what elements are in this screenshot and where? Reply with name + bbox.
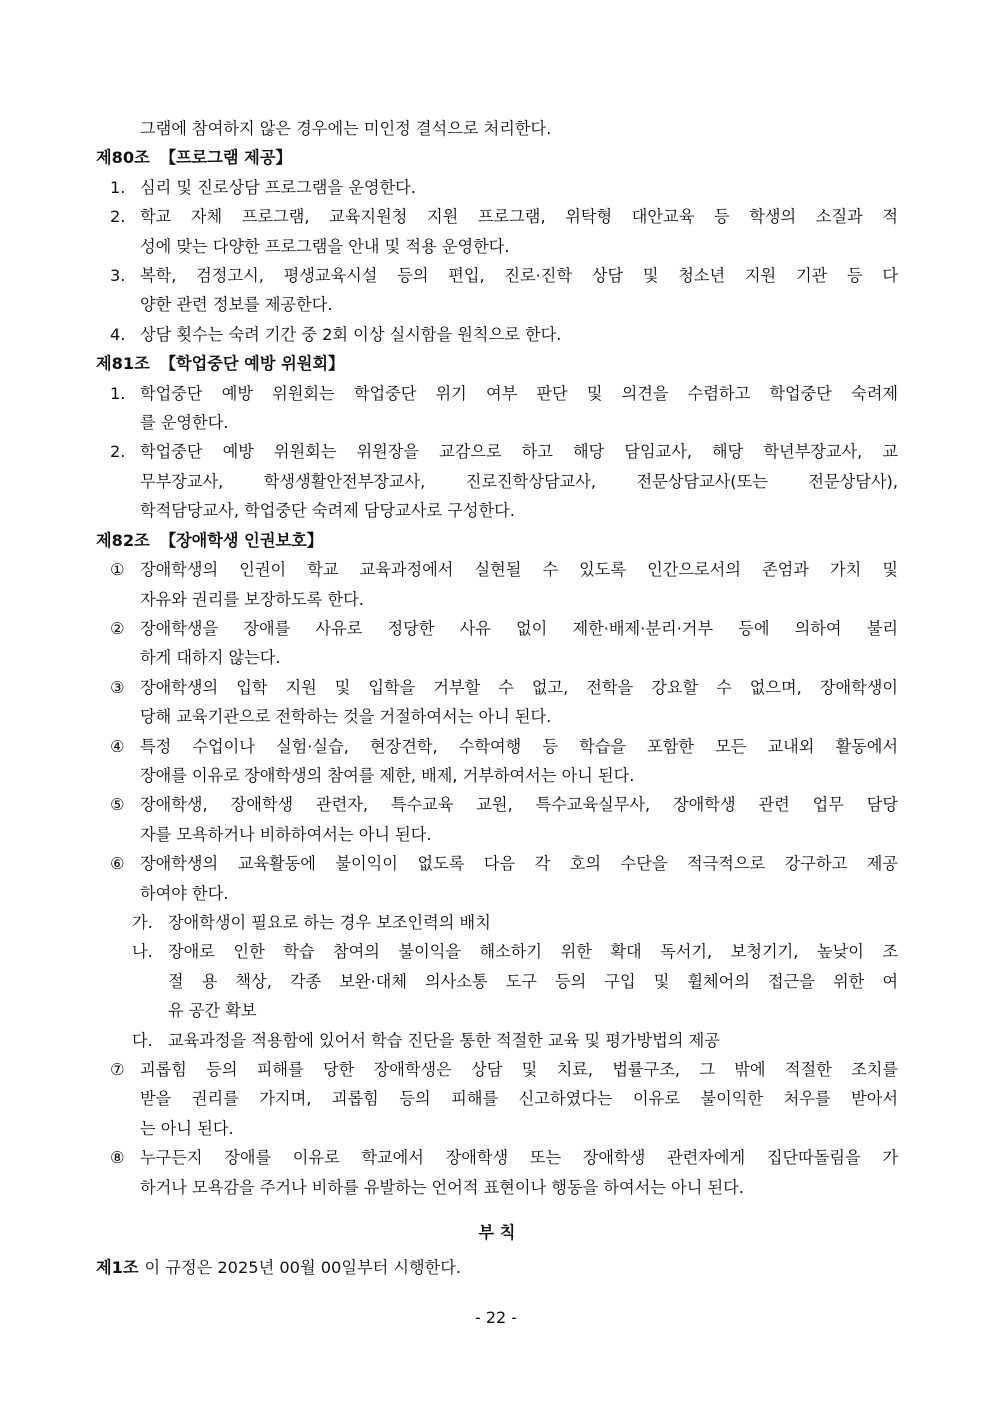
clause-continuation: 하게 대하지 않는다.: [140, 648, 281, 668]
item-number: 2.: [110, 442, 126, 462]
clause-number: ①: [110, 560, 125, 580]
item-text: 복학, 검정고시, 평생교육시설 등의 편입, 진로·진학 상담 및 청소년 지원 기관 등 다: [140, 266, 898, 286]
item-number: 2.: [110, 207, 126, 227]
text-line: 그램에 참여하지 않은 경우에는 미인정 결석으로 처리한다.: [140, 119, 552, 138]
list-item: [96, 437, 898, 466]
list-item: [96, 261, 898, 290]
clause-text: 괴롭힘 등의 피해를 당한 장애학생은 상담 및 치료, 법률구조, 그 밖에 적절한 조치를: [140, 1060, 898, 1079]
list-item: [96, 173, 898, 202]
article-title: 【프로그램 제공】: [159, 148, 292, 168]
clause-continuation: 하여야 한다.: [140, 883, 229, 903]
document-body: [96, 114, 898, 1283]
article-number: 제1조: [96, 1258, 139, 1278]
clause: [96, 790, 898, 819]
clause-text: 누구든지 장애를 이유로 학교에서 장애학생 또는 장애학생 관련자에게 집단따돌림을 가: [140, 1148, 898, 1168]
article-text: 이 규정은 2025년 00월 00일부터 시행한다.: [144, 1258, 462, 1278]
clause-continuation: 장애를 이유로 장애학생의 참여를 제한, 배제, 거부하여서는 아니 된다.: [140, 765, 635, 785]
clause: [96, 614, 898, 643]
clause-number: ⑥: [110, 854, 125, 874]
article-number: 제82조: [96, 530, 150, 550]
clause-text: 장애학생을 장애를 사유로 정당한 사유 없이 제한·배제·분리·거부 등에 의하여 불리: [140, 618, 898, 638]
clause-number: ⑦: [110, 1060, 125, 1079]
item-number: 1.: [110, 177, 126, 197]
article-number: 제80조: [96, 148, 150, 168]
item-text: 심리 및 진로상담 프로그램을 운영한다.: [140, 177, 416, 197]
item-continuation: 무부장교사, 학생생활안전부장교사, 진로진학상담교사, 전문상담교사(또는 전문상담사),: [140, 471, 898, 491]
article-title: 【장애학생 인권보호】: [159, 530, 323, 550]
article-heading-81: [96, 349, 898, 378]
item-continuation: 양한 관련 정보를 제공한다.: [140, 295, 333, 315]
sub-item-number: 가.: [132, 912, 153, 932]
item-text: 학교 자체 프로그램, 교육지원청 지원 프로그램, 위탁형 대안교육 등 학생의 소질과 적: [140, 207, 898, 227]
clause-text: 장애학생의 입학 지원 및 입학을 거부할 수 없고, 전학을 강요할 수 없으며, 장애학생이: [140, 677, 898, 697]
clause-number: ④: [110, 736, 125, 756]
sub-item-number: 다.: [132, 1030, 153, 1050]
clause: [96, 1055, 898, 1084]
sub-item-continuation: 유 공간 확보: [168, 1001, 257, 1021]
sub-item-text: 장애학생이 필요로 하는 경우 보조인력의 배치: [168, 912, 491, 932]
clause-text: 장애학생의 교육활동에 불이익이 없도록 다음 각 호의 수단을 적극적으로 강구하고 제공: [140, 854, 898, 874]
clause: [96, 555, 898, 584]
article-number: 제81조: [96, 354, 150, 374]
clause-text: 장애학생의 인권이 학교 교육과정에서 실현될 수 있도록 인간으로서의 존엄과 가치 및: [140, 560, 898, 580]
item-text: 학업중단 예방 위원회는 학업중단 위기 여부 판단 및 의견을 수렴하고 학업중단 숙려제: [140, 383, 898, 403]
clause-continuation: 자를 모욕하거나 비하하여서는 아니 된다.: [140, 824, 432, 844]
clause-number: ③: [110, 677, 125, 697]
clause-continuation: 자유와 권리를 보장하도록 한다.: [140, 589, 364, 609]
item-continuation: 를 운영한다.: [140, 413, 229, 433]
clause: [96, 1143, 898, 1172]
clause-number: ②: [110, 618, 125, 638]
clause: [96, 732, 898, 761]
item-text: 학업중단 예방 위원회는 위원장을 교감으로 하고 해당 담임교사, 해당 학년부장교사, 교: [140, 442, 898, 462]
sub-item-number: 나.: [132, 942, 153, 962]
sub-item-text: 장애로 인한 학습 참여의 불이익을 해소하기 위한 확대 독서기, 보청기기, 높낮이 조: [168, 942, 898, 962]
item-number: 3.: [110, 266, 126, 286]
clause-number: ⑧: [110, 1148, 125, 1168]
sub-item-text: 교육과정을 적용함에 있어서 학습 진단을 통한 적절한 교육 및 평가방법의 제공: [168, 1030, 720, 1050]
appendix-heading: 부 칙: [478, 1223, 516, 1243]
item-continuation: 학적담당교사, 학업중단 숙려제 담당교사로 구성한다.: [140, 501, 515, 521]
article-heading-80: [96, 143, 898, 172]
clause-continuation: 당해 교육기관으로 전학하는 것을 거절하여서는 아니 된다.: [140, 707, 552, 727]
clause-number: ⑤: [110, 795, 125, 815]
page-number: - 22 -: [474, 1308, 518, 1327]
item-text: 상담 횟수는 숙려 기간 중 2회 이상 실시함을 원칙으로 한다.: [140, 324, 562, 344]
sub-item: [96, 908, 898, 937]
clause: [96, 849, 898, 878]
clause-text: 장애학생, 장애학생 관련자, 특수교육 교원, 특수교육실무사, 장애학생 관련 업무 담당: [140, 795, 898, 815]
clause-continuation: 하거나 모욕감을 주거나 비하를 유발하는 언어적 표현이나 행동을 하여서는 아니 된다.: [140, 1177, 744, 1197]
article-title: 【학업중단 예방 위원회】: [159, 354, 345, 374]
sub-item: [96, 937, 898, 966]
appendix-article-1: [96, 1253, 898, 1282]
item-continuation: 성에 맞는 다양한 프로그램을 안내 및 적용 운영한다.: [140, 236, 510, 256]
clause: [96, 673, 898, 702]
clause-continuation: 받을 권리를 가지며, 괴롭힘 등의 피해를 신고하였다는 이유로 불이익한 처우를 받아서: [140, 1089, 898, 1109]
sub-item: [96, 1026, 898, 1055]
sub-item-continuation: 절 용 책상, 각종 보완·대체 의사소통 도구 등의 구입 및 휠체어의 접근을 위한 여: [168, 971, 898, 991]
item-number: 1.: [110, 383, 126, 403]
clause-text: 특정 수업이나 실험·실습, 현장견학, 수학여행 등 학습을 포함한 모든 교내외 활동에서: [140, 736, 898, 756]
list-item: [96, 379, 898, 408]
list-item: [96, 320, 898, 349]
article-heading-82: [96, 526, 898, 555]
clause-continuation: 는 아니 된다.: [140, 1118, 234, 1138]
list-item: [96, 202, 898, 231]
item-number: 4.: [110, 324, 126, 344]
